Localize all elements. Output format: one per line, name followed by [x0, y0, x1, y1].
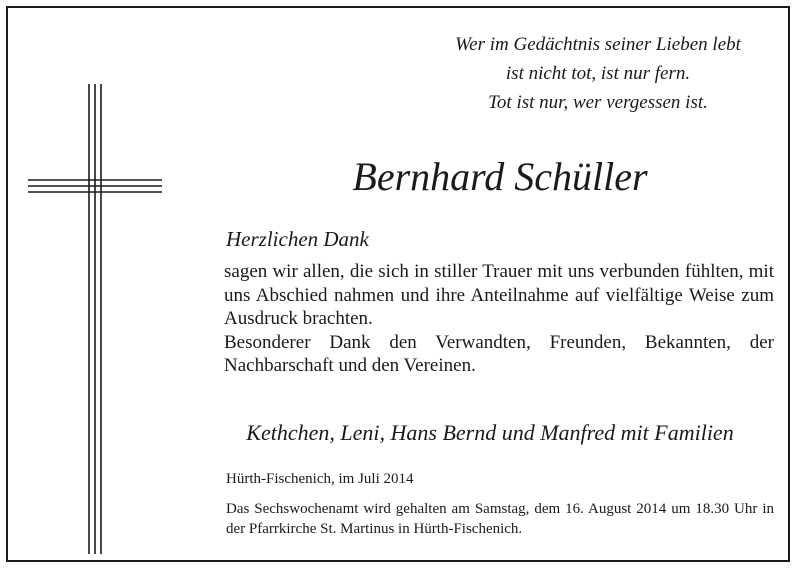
place-date: Hürth-Fischenich, im Juli 2014 [226, 471, 414, 487]
family-signature: Kethchen, Leni, Hans Bernd und Manfred mit Familien [246, 420, 734, 445]
motto-line: Wer im Gedächtnis seiner Lieben lebt [455, 34, 741, 55]
motto-line: ist nicht tot, ist nur fern. [505, 63, 691, 84]
motto-line: Tot ist nur, wer vergessen ist. [488, 92, 708, 113]
cross-icon [28, 84, 162, 554]
service-notice: Das Sechswochenamt wird gehalten am Samstag, dem 16. August 2014 um 18.30 Uhr in der Pfarrkirche St. Martinus in Hürth-Fischenich. [226, 501, 774, 537]
memorial-motto [380, 30, 800, 117]
deceased-name: Bernhard Schüller [352, 154, 648, 199]
thanks-heading: Herzlichen Dank [226, 227, 369, 251]
thanks-paragraph: Besonderer Dank den Verwandten, Freunden, Bekannten, der Nachbarschaft und den Vereinen. [224, 331, 774, 376]
thanks-body [224, 260, 774, 378]
thanks-paragraph: sagen wir allen, die sich in stiller Trauer mit uns verbunden fühlten, mit uns Abschied nahmen und ihre Anteilnahme auf vielfältige Weise zum Ausdruck brachten. [224, 261, 774, 329]
